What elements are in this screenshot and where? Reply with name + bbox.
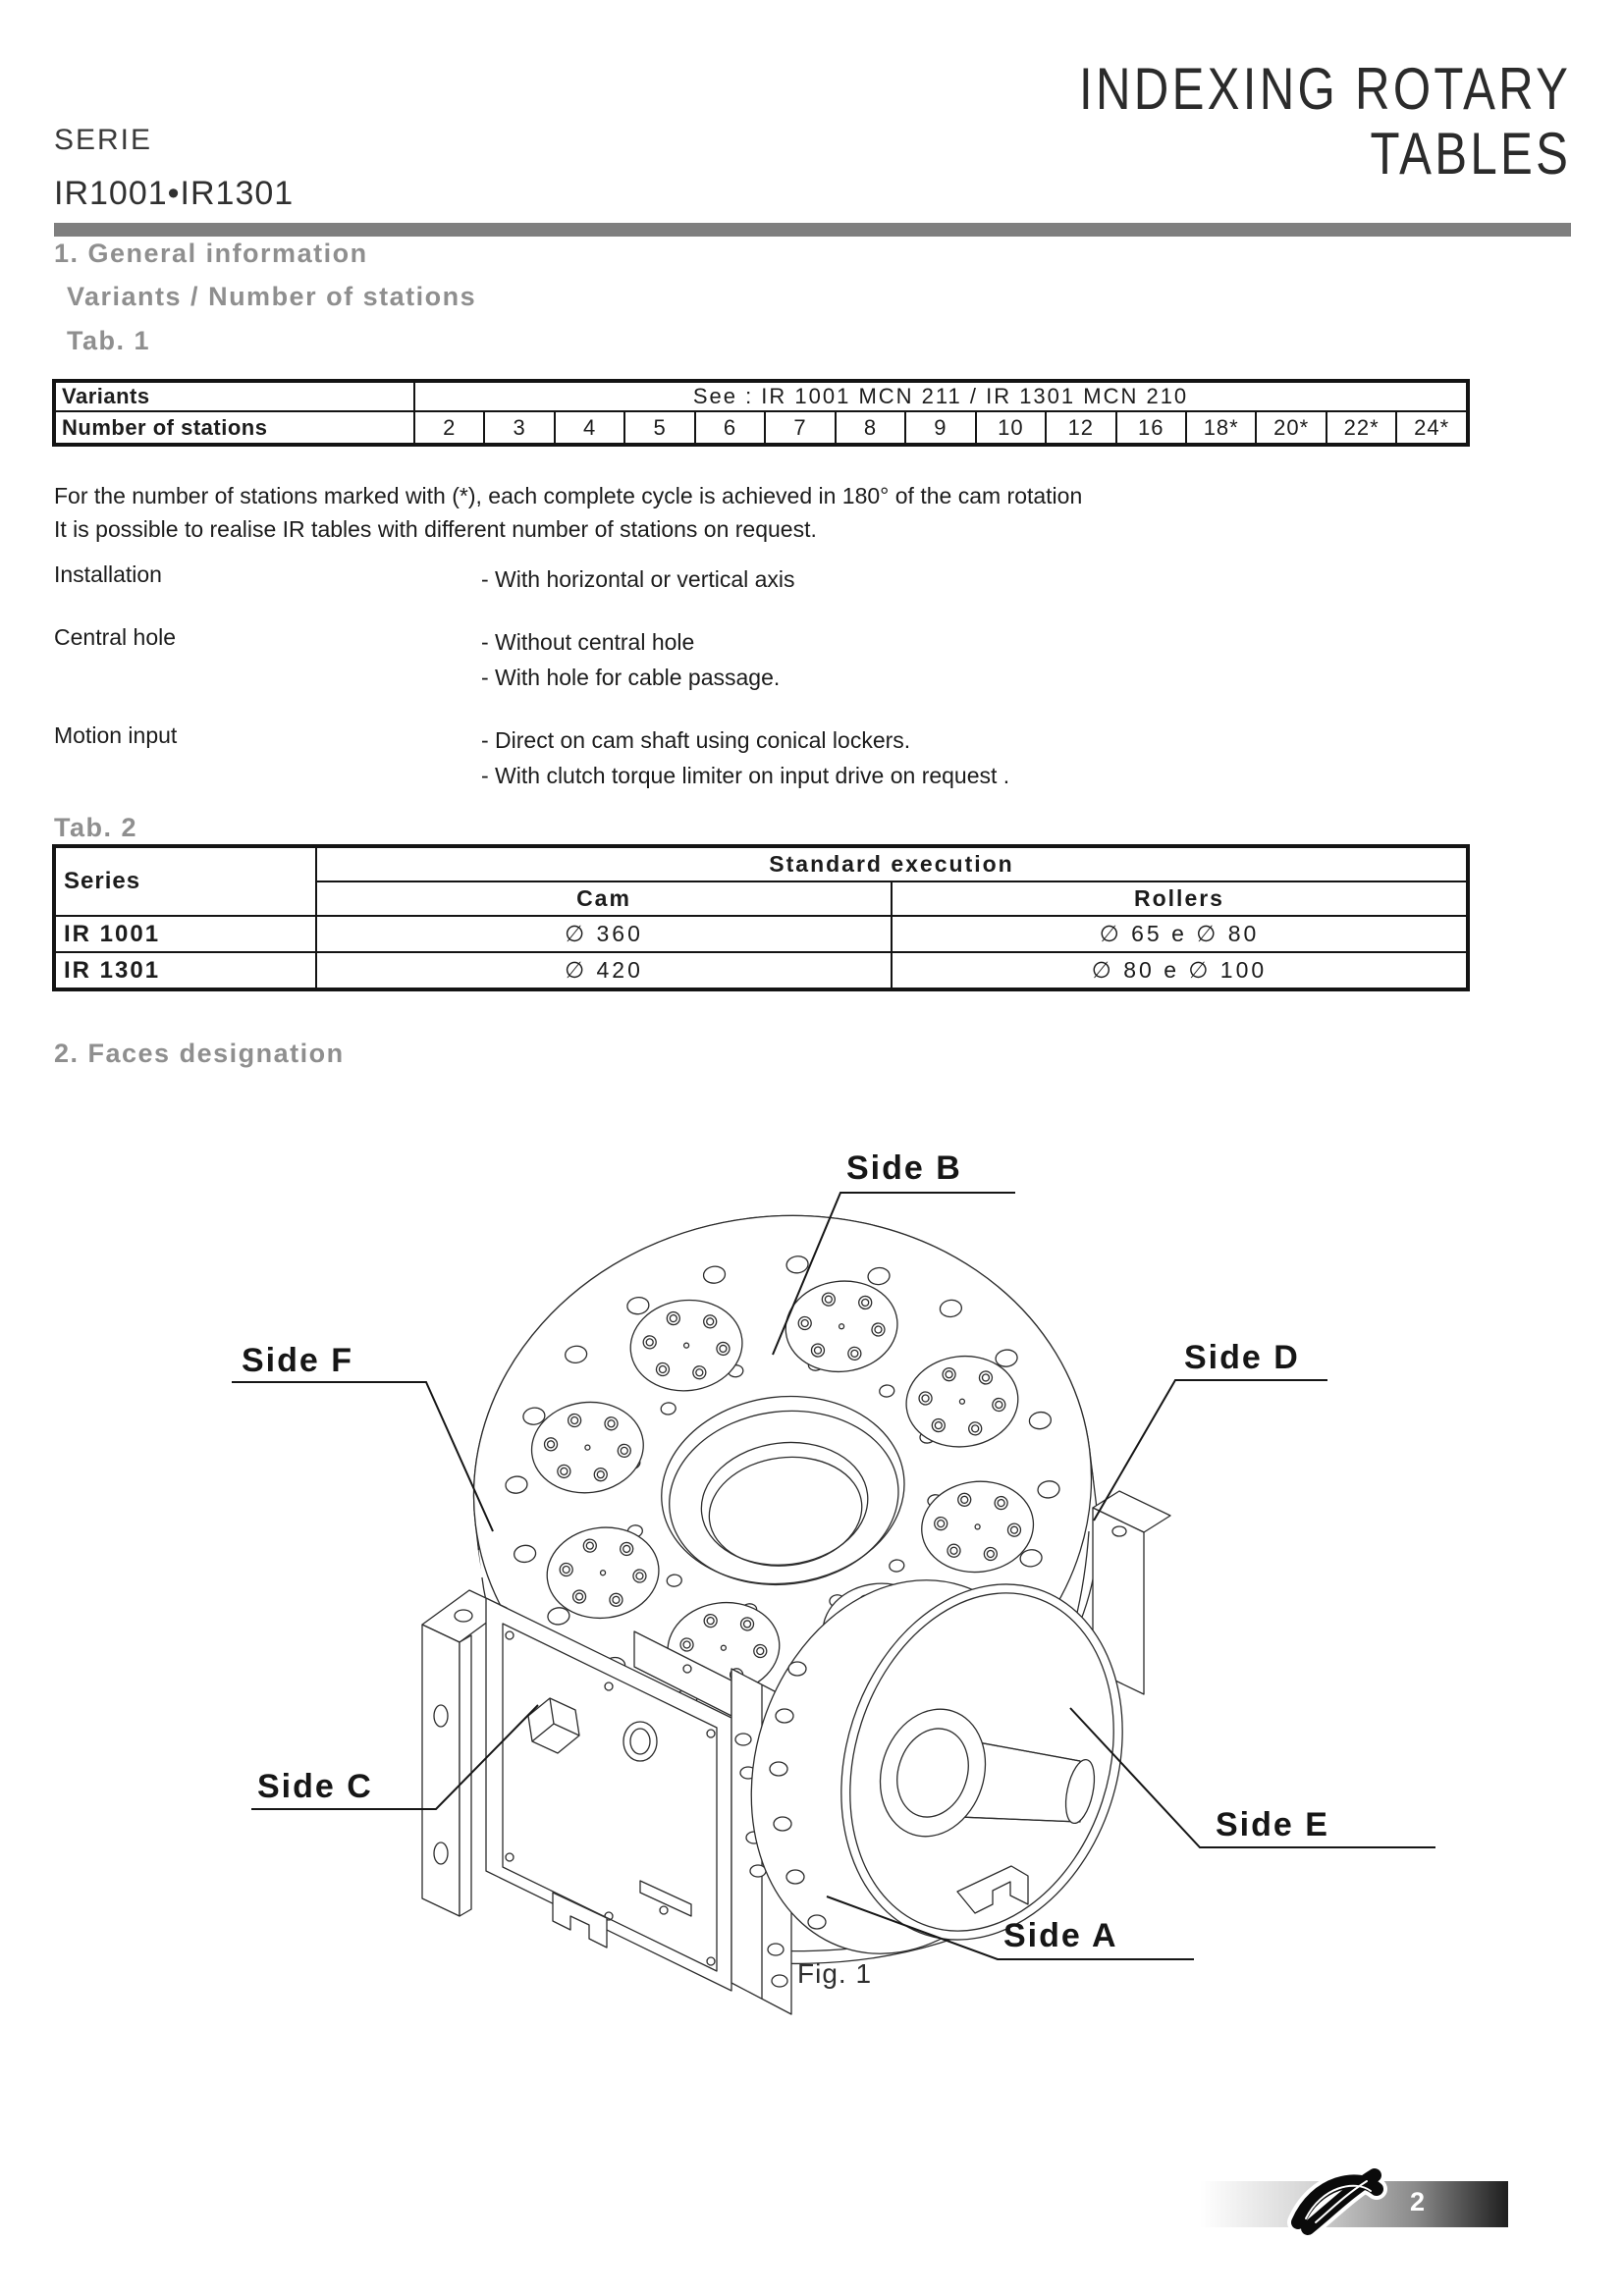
variants-label-cell: Variants — [55, 382, 414, 411]
spec-value: - Direct on cam shaft using conical lockers. — [481, 727, 911, 753]
rollers-cell: ∅ 65 e ∅ 80 — [892, 916, 1467, 952]
cam-header-cell: Cam — [316, 881, 892, 916]
spec-value: - Without central hole — [481, 629, 695, 655]
spec-label: Central hole — [54, 624, 177, 650]
section-2-heading: 2. Faces designation — [54, 1039, 345, 1068]
station-cell: 18* — [1186, 411, 1256, 444]
side-d-label: Side D — [1184, 1339, 1300, 1376]
note-line: It is possible to realise IR tables with different number of stations on request. — [54, 516, 817, 542]
spec-label: Motion input — [54, 722, 178, 748]
faces-designation-figure — [0, 1099, 1624, 2032]
figure-caption: Fig. 1 — [797, 1958, 873, 1989]
side-e-label: Side E — [1216, 1806, 1329, 1843]
station-cell: 10 — [976, 411, 1046, 444]
tab1-caption: Tab. 1 — [67, 326, 151, 355]
note-line: For the number of stations marked with (*), each complete cycle is achieved in 180° of the cam rotation — [54, 483, 1083, 508]
station-cell: 8 — [836, 411, 905, 444]
station-cell: 7 — [765, 411, 835, 444]
station-cell: 2 — [414, 411, 484, 444]
stations-table — [54, 381, 1468, 445]
series-label: SERIE — [54, 124, 153, 156]
page-number: 2 — [1410, 2187, 1427, 2216]
series-header-cell: Series — [55, 847, 316, 916]
series-models: IR1001•IR1301 — [54, 175, 295, 212]
spec-value: - With clutch torque limiter on input drive on request . — [481, 763, 1010, 788]
page-title-line2: TABLES — [1370, 121, 1571, 187]
spec-label: Installation — [54, 561, 162, 587]
series-cell: IR 1001 — [55, 916, 316, 952]
station-cell: 4 — [555, 411, 624, 444]
side-c-label: Side C — [257, 1768, 373, 1805]
side-a-label: Side A — [1003, 1917, 1118, 1954]
brand-logo-icon — [1286, 2165, 1388, 2236]
cam-cell: ∅ 420 — [316, 952, 892, 988]
station-cell: 20* — [1256, 411, 1326, 444]
station-cell: 6 — [695, 411, 765, 444]
station-cell: 5 — [624, 411, 694, 444]
tab2-caption: Tab. 2 — [54, 813, 138, 842]
table-row — [55, 952, 1467, 988]
page-title — [1079, 57, 1571, 187]
station-cell: 12 — [1046, 411, 1115, 444]
station-cell: 3 — [484, 411, 554, 444]
station-cell: 24* — [1396, 411, 1467, 444]
standard-execution-table — [54, 846, 1468, 989]
station-cell: 22* — [1326, 411, 1396, 444]
spec-value: - With horizontal or vertical axis — [481, 566, 795, 592]
section-1-heading: 1. General information — [54, 239, 368, 268]
header-divider — [54, 223, 1571, 237]
variants-value-cell: See : IR 1001 MCN 211 / IR 1301 MCN 210 — [414, 382, 1467, 411]
table-row — [55, 847, 1467, 881]
table-row — [55, 382, 1467, 411]
rollers-cell: ∅ 80 e ∅ 100 — [892, 952, 1467, 988]
rollers-header-cell: Rollers — [892, 881, 1467, 916]
table-row — [55, 411, 1467, 444]
side-b-label: Side B — [846, 1149, 962, 1187]
station-cell: 9 — [905, 411, 975, 444]
variants-subheading: Variants / Number of stations — [67, 282, 477, 311]
table-row — [55, 916, 1467, 952]
station-cell: 16 — [1116, 411, 1186, 444]
cam-cell: ∅ 360 — [316, 916, 892, 952]
side-f-label: Side F — [242, 1342, 354, 1379]
series-cell: IR 1301 — [55, 952, 316, 988]
page-title-line1: INDEXING ROTARY — [1078, 56, 1571, 122]
stations-label-cell: Number of stations — [55, 411, 414, 444]
std-exec-header-cell: Standard execution — [316, 847, 1467, 881]
spec-value: - With hole for cable passage. — [481, 665, 781, 690]
